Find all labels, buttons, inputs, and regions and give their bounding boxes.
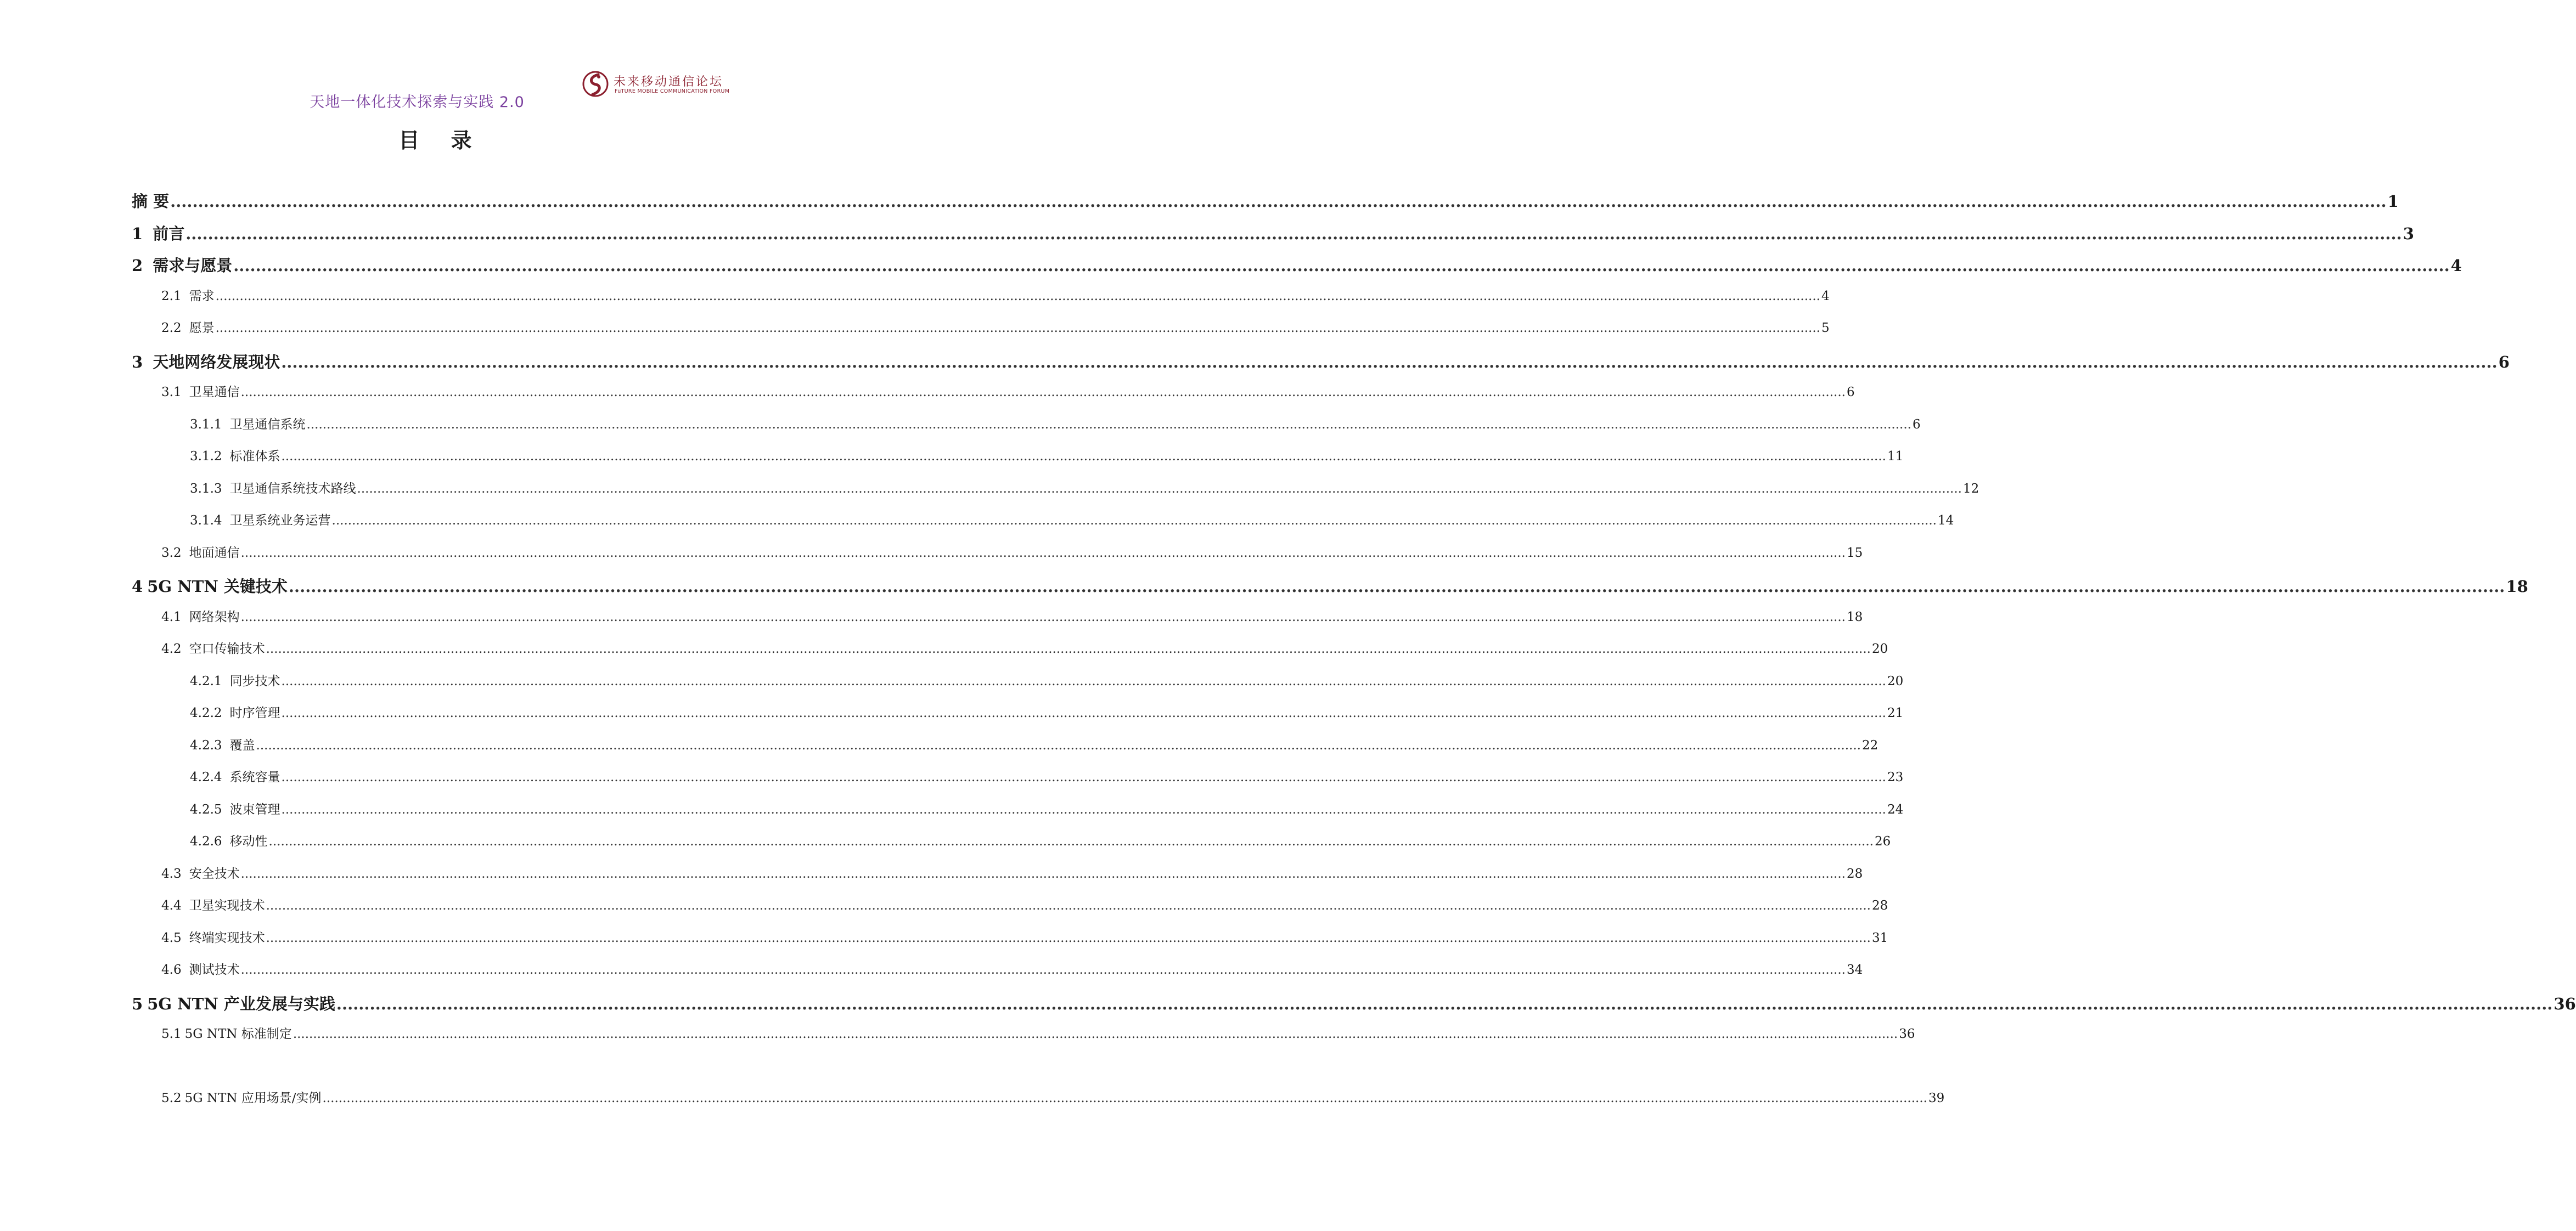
toc-dot-leader: ................................................................................................................................................................................................................................................................................................................................................................................................................ bbox=[266, 899, 1871, 913]
toc-dot-leader: ................................................................................................................................................................................................................................................................................................................................................................................................................ bbox=[240, 963, 1846, 977]
toc-heading: 目 录 bbox=[398, 128, 484, 153]
toc-entry-label: 地面通信 bbox=[189, 545, 240, 560]
toc-dot-leader: ................................................................................................................................................................................................................................................................................................................................................................................................................ bbox=[281, 449, 1886, 464]
toc-entry-label: 波束管理 bbox=[229, 802, 280, 817]
toc-dot-leader: ................................................................................................................................................................................................................................................................................................................................................................................................................ bbox=[256, 738, 1861, 753]
toc-entry[interactable] bbox=[190, 414, 1921, 432]
toc-entry[interactable] bbox=[190, 510, 1954, 528]
toc-entry-number: 3.1.1 bbox=[190, 417, 222, 432]
toc-entry[interactable] bbox=[132, 350, 2510, 372]
toc-dot-leader: ................................................................................................................................................................................................................................................................................................................................................................................................................ bbox=[268, 834, 1874, 849]
toc-entry[interactable] bbox=[161, 607, 1863, 625]
toc-entry-number: 4.2.1 bbox=[190, 674, 222, 688]
toc-entry-page: 3 bbox=[2403, 224, 2414, 243]
toc-entry-number: 4.4 bbox=[161, 899, 182, 913]
toc-dot-leader: ................................................................................................................................................................................................................................................................................................................................................................................................................ bbox=[185, 224, 2402, 243]
toc-entry-label: 卫星通信 bbox=[189, 385, 240, 399]
toc-entry-page: 14 bbox=[1937, 513, 1954, 528]
toc-entry[interactable] bbox=[161, 1088, 1945, 1106]
toc-dot-leader: ................................................................................................................................................................................................................................................................................................................................................................................................................ bbox=[215, 321, 1820, 335]
toc-entry-page: 18 bbox=[2506, 577, 2528, 596]
toc-dot-leader: ................................................................................................................................................................................................................................................................................................................................................................................................................ bbox=[266, 642, 1871, 656]
toc-entry-number: 4.2.4 bbox=[190, 770, 222, 784]
toc-dot-leader: ................................................................................................................................................................................................................................................................................................................................................................................................................ bbox=[306, 417, 1911, 432]
toc-dot-leader: ................................................................................................................................................................................................................................................................................................................................................................................................................ bbox=[240, 609, 1846, 624]
toc-entry-number: 4.2.5 bbox=[190, 802, 222, 817]
toc-entry-page: 6 bbox=[2498, 352, 2510, 371]
toc-entry-page: 28 bbox=[1847, 866, 1863, 881]
toc-dot-leader: ................................................................................................................................................................................................................................................................................................................................................................................................................ bbox=[288, 577, 2505, 596]
toc-entry-number: 3.1 bbox=[161, 385, 182, 399]
toc-entry-label: 测试技术 bbox=[189, 963, 240, 977]
toc-entry-label: 需求 bbox=[189, 289, 215, 303]
toc-entry-page: 23 bbox=[1887, 770, 1904, 784]
toc-dot-leader: ................................................................................................................................................................................................................................................................................................................................................................................................................ bbox=[357, 481, 1962, 496]
toc-dot-leader: ................................................................................................................................................................................................................................................................................................................................................................................................................ bbox=[293, 1027, 1898, 1041]
toc-entry-label: 系统容量 bbox=[229, 770, 280, 784]
toc-entry-page: 36 bbox=[1899, 1027, 1915, 1041]
toc-entry-label: 5G NTN 应用场景/实例 bbox=[184, 1091, 322, 1105]
toc-entry-page: 15 bbox=[1847, 545, 1863, 560]
toc-entry-label: 卫星通信系统 bbox=[229, 417, 306, 432]
toc-entry[interactable] bbox=[161, 286, 1830, 304]
toc-entry[interactable] bbox=[190, 767, 1904, 785]
toc-entry-label: 5G NTN 产业发展与实践 bbox=[147, 994, 335, 1013]
forum-logo-icon bbox=[582, 70, 609, 98]
toc-entry-page: 39 bbox=[1928, 1091, 1945, 1105]
toc-entry-number: 4.3 bbox=[161, 866, 182, 881]
toc-entry-page: 34 bbox=[1847, 963, 1863, 977]
toc-entry[interactable] bbox=[132, 992, 2576, 1014]
toc-entry-number: 4.2.3 bbox=[190, 738, 222, 753]
toc-entry-label: 空口传输技术 bbox=[189, 642, 265, 656]
toc-entry-label: 摘 要 bbox=[132, 192, 170, 211]
toc-entry-number: 5.1 bbox=[161, 1027, 182, 1041]
toc-entry[interactable] bbox=[190, 831, 1891, 849]
toc-entry-page: 36 bbox=[2553, 994, 2576, 1013]
toc-entry-label: 终端实现技术 bbox=[189, 930, 265, 945]
toc-entry[interactable] bbox=[161, 639, 1888, 657]
toc-entry-page: 4 bbox=[1821, 289, 1830, 303]
toc-entry-number: 4.6 bbox=[161, 963, 182, 977]
toc-entry[interactable] bbox=[190, 671, 1904, 689]
toc-entry-label: 天地网络发展现状 bbox=[153, 352, 280, 371]
toc-entry-page: 21 bbox=[1887, 706, 1904, 720]
toc-entry-number: 1 bbox=[132, 224, 143, 243]
toc-entry-label: 卫星系统业务运营 bbox=[229, 513, 331, 528]
toc-entry-page: 28 bbox=[1872, 899, 1888, 913]
toc-entry-number: 4.2 bbox=[161, 642, 182, 656]
toc-entry-number: 3.2 bbox=[161, 545, 182, 560]
toc-entry-number: 3.1.2 bbox=[190, 449, 222, 464]
toc-entry[interactable] bbox=[132, 222, 2414, 244]
toc-dot-leader: ................................................................................................................................................................................................................................................................................................................................................................................................................ bbox=[170, 192, 2387, 211]
toc-dot-leader: ................................................................................................................................................................................................................................................................................................................................................................................................................ bbox=[240, 385, 1846, 399]
toc-entry-page: 6 bbox=[1847, 385, 1855, 399]
toc-dot-leader: ................................................................................................................................................................................................................................................................................................................................................................................................................ bbox=[281, 802, 1886, 817]
toc-entry-number: 5 bbox=[132, 994, 143, 1013]
toc-entry-number: 2.2 bbox=[161, 321, 182, 335]
toc-entry-number: 3 bbox=[132, 352, 143, 371]
toc-entry-label: 网络架构 bbox=[189, 609, 240, 624]
toc-entry[interactable] bbox=[161, 928, 1888, 946]
toc-entry-label: 同步技术 bbox=[229, 674, 280, 688]
toc-entry-label: 愿景 bbox=[189, 321, 215, 335]
toc-dot-leader: ................................................................................................................................................................................................................................................................................................................................................................................................................ bbox=[281, 706, 1886, 720]
toc-entry-number: 4 bbox=[132, 577, 143, 596]
toc-entry[interactable] bbox=[190, 735, 1878, 753]
toc-entry-page: 20 bbox=[1887, 674, 1904, 688]
toc-entry-page: 5 bbox=[1821, 321, 1830, 335]
toc-entry-number: 2 bbox=[132, 256, 143, 275]
toc-entry-label: 安全技术 bbox=[189, 866, 240, 881]
toc-entry[interactable] bbox=[132, 189, 2399, 212]
toc-entry-number: 3.1.3 bbox=[190, 481, 222, 496]
toc-dot-leader: ................................................................................................................................................................................................................................................................................................................................................................................................................ bbox=[281, 674, 1886, 688]
toc-entry-page: 20 bbox=[1872, 642, 1888, 656]
toc-entry-page: 11 bbox=[1887, 449, 1904, 464]
toc-entry[interactable] bbox=[132, 574, 2528, 597]
toc-entry[interactable] bbox=[161, 959, 1863, 978]
toc-entry[interactable] bbox=[161, 318, 1830, 336]
toc-entry[interactable] bbox=[190, 799, 1904, 817]
toc-entry-page: 12 bbox=[1962, 481, 1979, 496]
toc-dot-leader: ................................................................................................................................................................................................................................................................................................................................................................................................................ bbox=[240, 545, 1846, 560]
toc-entry-label: 覆盖 bbox=[229, 738, 255, 753]
toc-entry-page: 31 bbox=[1872, 930, 1888, 945]
toc-entry-page: 24 bbox=[1887, 802, 1904, 817]
toc-entry[interactable] bbox=[190, 478, 1979, 496]
toc-dot-leader: ................................................................................................................................................................................................................................................................................................................................................................................................................ bbox=[233, 256, 2450, 275]
toc-entry-label: 移动性 bbox=[229, 834, 268, 849]
toc-entry[interactable] bbox=[161, 863, 1863, 882]
toc-entry-label: 需求与愿景 bbox=[153, 256, 233, 275]
toc-entry-page: 4 bbox=[2450, 256, 2462, 275]
toc-entry-label: 卫星通信系统技术路线 bbox=[229, 481, 356, 496]
toc-entry-label: 5G NTN 关键技术 bbox=[147, 577, 288, 596]
toc-entry-page: 1 bbox=[2387, 192, 2399, 211]
toc-dot-leader: ................................................................................................................................................................................................................................................................................................................................................................................................................ bbox=[240, 866, 1846, 881]
toc-entry-page: 26 bbox=[1874, 834, 1891, 849]
toc-dot-leader: ................................................................................................................................................................................................................................................................................................................................................................................................................ bbox=[322, 1091, 1927, 1105]
toc-entry[interactable] bbox=[161, 1024, 1915, 1042]
toc-entry[interactable] bbox=[161, 895, 1888, 913]
toc-entry-page: 6 bbox=[1912, 417, 1921, 432]
toc-entry[interactable] bbox=[190, 446, 1904, 464]
toc-entry-label: 时序管理 bbox=[229, 706, 280, 720]
toc-entry-number: 3.1.4 bbox=[190, 513, 222, 528]
toc-entry[interactable] bbox=[190, 703, 1904, 721]
toc-dot-leader: ................................................................................................................................................................................................................................................................................................................................................................................................................ bbox=[281, 352, 2498, 371]
toc-dot-leader: ................................................................................................................................................................................................................................................................................................................................................................................................................ bbox=[266, 930, 1871, 945]
toc-entry-page: 22 bbox=[1861, 738, 1878, 753]
toc-entry-number: 5.2 bbox=[161, 1091, 182, 1105]
toc-entry[interactable] bbox=[132, 253, 2462, 276]
toc-entry-number: 4.5 bbox=[161, 930, 182, 945]
toc-entry-label: 卫星实现技术 bbox=[189, 899, 265, 913]
toc-entry-number: 4.2.6 bbox=[190, 834, 222, 849]
toc-dot-leader: ................................................................................................................................................................................................................................................................................................................................................................................................................ bbox=[281, 770, 1886, 784]
toc-entry-label: 前言 bbox=[153, 224, 185, 243]
toc-entry-number: 4.2.2 bbox=[190, 706, 222, 720]
toc-entry-number: 4.1 bbox=[161, 609, 182, 624]
toc-entry[interactable] bbox=[161, 543, 1863, 561]
forum-logo bbox=[582, 70, 735, 101]
toc-entry[interactable] bbox=[161, 382, 1855, 400]
logo-text-cn: 未来移动通信论坛 bbox=[614, 75, 724, 89]
toc-entry-number: 2.1 bbox=[161, 289, 182, 303]
toc-entry-label: 5G NTN 标准制定 bbox=[184, 1027, 292, 1041]
toc-entry-page: 18 bbox=[1847, 609, 1863, 624]
logo-text-en: FuTURE MOBILE COMMUNICATION FORUM bbox=[615, 88, 730, 94]
document-title: 天地一体化技术探索与实践 2.0 bbox=[310, 94, 525, 111]
toc-dot-leader: ................................................................................................................................................................................................................................................................................................................................................................................................................ bbox=[331, 513, 1937, 528]
toc-dot-leader: ................................................................................................................................................................................................................................................................................................................................................................................................................ bbox=[215, 289, 1820, 303]
toc-entry-label: 标准体系 bbox=[229, 449, 280, 464]
toc-dot-leader: ................................................................................................................................................................................................................................................................................................................................................................................................................ bbox=[336, 994, 2553, 1013]
